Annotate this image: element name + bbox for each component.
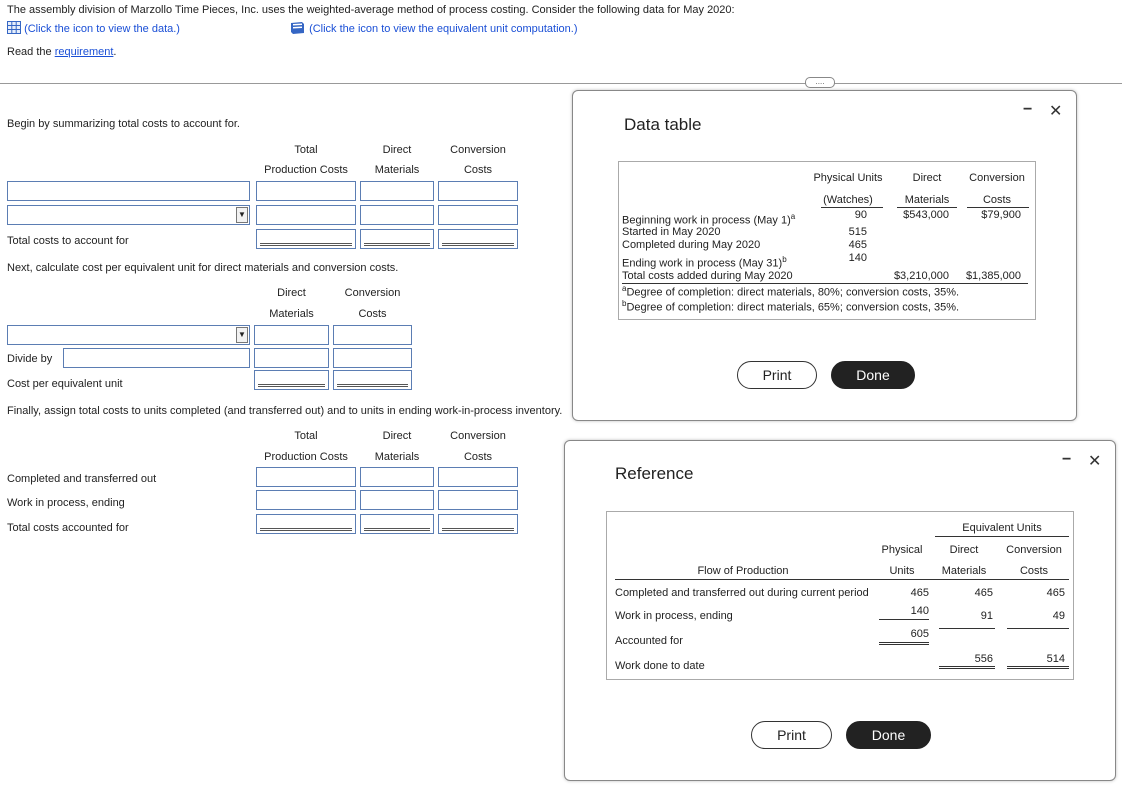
read-suffix: . (113, 46, 117, 58)
s1-total-cc-input[interactable] (438, 229, 518, 249)
hdr-pu-bot: (Watches) (823, 194, 873, 206)
ref-row-label: Accounted for (615, 635, 683, 647)
sum-rule (879, 619, 929, 620)
data-link[interactable] (7, 21, 180, 35)
s2-col2-bot: Costs (358, 308, 387, 320)
s1-total-dm-input[interactable] (360, 229, 434, 249)
row-label (622, 212, 795, 227)
dm-top: Direct (949, 544, 979, 556)
phys-value: 140 (910, 605, 929, 617)
done-button[interactable]: Done (831, 361, 915, 389)
s1-col1-bot: Production Costs (264, 164, 348, 176)
s3-col3-top: Conversion (450, 430, 506, 442)
row-label: Started in May 2020 (622, 226, 721, 238)
ref-row-label: Completed and transferred out during current period (615, 587, 869, 599)
print-button[interactable]: Print (737, 361, 817, 389)
close-icon[interactable]: ✕ (1049, 103, 1063, 120)
dialog-title: Reference (615, 464, 694, 483)
hdr-dm-top: Direct (912, 172, 942, 184)
hdr-pu-top: Physical Units (813, 172, 883, 184)
equiv-link-text[interactable]: (Click the icon to view the equivalent unit computation.) (309, 23, 578, 35)
row-label-text: Beginning work in process (May 1) (622, 214, 791, 227)
s1-row2-dm-input[interactable] (360, 205, 434, 225)
row-label-text: Ending work in process (May 31) (622, 257, 783, 270)
row-label: Total costs added during May 2020 (622, 270, 793, 282)
s1-row2-cc-input[interactable] (438, 205, 518, 225)
units-value: 465 (848, 239, 867, 251)
done-button[interactable]: Done (846, 721, 931, 749)
cc-value: 49 (1052, 610, 1065, 622)
close-icon[interactable]: ✕ (1088, 453, 1102, 470)
s2-row1-select[interactable] (7, 325, 250, 345)
footnote-b-mark: b (622, 299, 627, 308)
s1-col1-top: Total (294, 144, 318, 156)
footnote-a-text: Degree of completion: direct materials, 80%; conversion costs, 35%. (626, 286, 960, 299)
units-value: 515 (848, 226, 867, 238)
equiv-rule (935, 536, 1069, 537)
row-label (622, 255, 787, 270)
book-icon[interactable] (289, 21, 306, 35)
print-button[interactable]: Print (751, 721, 832, 749)
s2-col2-top: Conversion (344, 287, 401, 299)
s2-row1-dm-input[interactable] (254, 325, 329, 345)
s1-row1-total-input[interactable] (256, 181, 356, 201)
dm-value: $3,210,000 (893, 270, 949, 282)
phys-value: 605 (910, 628, 929, 640)
dropdown-arrow-icon[interactable]: ▼ (236, 327, 248, 343)
question-text: The assembly division of Marzollo Time Pieces, Inc. uses the weighted-average method of process costing. Consider the following data for May 2020: (7, 4, 735, 16)
s2-row2-dm-input[interactable] (254, 348, 329, 368)
s2-cost-dm-input[interactable] (254, 370, 329, 390)
s1-row1-cc-input[interactable] (438, 181, 518, 201)
s1-col3-bot: Costs (463, 164, 493, 176)
equiv-units-header: Equivalent Units (962, 522, 1042, 534)
drag-handle[interactable]: .... (805, 77, 835, 88)
dropdown-arrow-icon[interactable]: ▼ (236, 207, 248, 223)
s1-row2-select[interactable] (7, 205, 250, 225)
section1-title: Begin by summarizing total costs to account for. (7, 118, 240, 130)
row-label: Completed during May 2020 (622, 239, 761, 251)
s1-col2-top: Direct (382, 144, 412, 156)
footnote-mark: b (782, 255, 787, 264)
total-accounted-label: Total costs accounted for (7, 522, 129, 534)
read-requirement (7, 46, 116, 58)
flow-header: Flow of Production (697, 565, 789, 577)
footnote-a-mark: a (622, 284, 627, 293)
s1-col3-top: Conversion (450, 144, 506, 156)
cc-value: 514 (1046, 653, 1065, 665)
s2-col1-bot: Materials (269, 308, 314, 320)
hdr-rule (897, 207, 957, 208)
double-rule (879, 642, 929, 645)
s3-row2-total-input[interactable] (256, 490, 356, 510)
divide-by-input[interactable] (63, 348, 250, 368)
wip-ending-label: Work in process, ending (7, 497, 125, 509)
dialog-title: Data table (624, 115, 702, 134)
s2-cost-cc-input[interactable] (333, 370, 412, 390)
read-prefix: Read the (7, 46, 55, 58)
s2-col1-top: Direct (277, 287, 306, 299)
data-link-text[interactable]: (Click the icon to view the data.) (24, 23, 180, 35)
cc-value: 465 (1046, 587, 1065, 599)
s3-total-cc-input[interactable] (438, 514, 518, 534)
header-rule (615, 579, 1069, 580)
s3-total-dm-input[interactable] (360, 514, 434, 534)
ref-row-label: Work done to date (615, 660, 705, 672)
data-table-dialog (572, 90, 1077, 421)
s3-row1-total-input[interactable] (256, 467, 356, 487)
minimize-icon[interactable]: − (1062, 451, 1072, 468)
table-icon[interactable] (7, 21, 21, 34)
units-value: 140 (848, 252, 867, 264)
total-costs-label: Total costs to account for (7, 235, 129, 247)
double-rule (1007, 666, 1069, 669)
hdr-rule (967, 207, 1029, 208)
s3-col1-bot: Production Costs (264, 451, 348, 463)
reference-dialog (564, 440, 1116, 781)
phys-bot: Units (889, 565, 915, 577)
requirement-link[interactable]: requirement (54, 46, 114, 58)
s3-row1-cc-input[interactable] (438, 467, 518, 487)
dm-value: 91 (980, 610, 993, 622)
section2-title: Next, calculate cost per equivalent unit for direct materials and conversion costs. (7, 262, 399, 274)
hdr-cc-bot: Costs (982, 194, 1012, 206)
s1-row1-dm-input[interactable] (360, 181, 434, 201)
divide-by-label: Divide by (7, 353, 53, 365)
section3-title: Finally, assign total costs to units completed (and transferred out) and to units in ending work-in-process inventory. (7, 405, 563, 417)
sum-rule (1007, 628, 1069, 629)
data-table (618, 161, 1036, 320)
s1-col2-bot: Materials (374, 164, 420, 176)
s3-total-total-input[interactable] (256, 514, 356, 534)
hdr-dm-bot: Materials (904, 194, 950, 206)
cc-bot: Costs (1019, 565, 1049, 577)
hdr-rule (821, 207, 883, 208)
cc-value: $79,900 (981, 209, 1021, 221)
s3-row2-cc-input[interactable] (438, 490, 518, 510)
equiv-link[interactable] (289, 21, 577, 35)
dm-value: 465 (974, 587, 993, 599)
footnote-a (622, 284, 959, 299)
s1-row2-total-input[interactable] (256, 205, 356, 225)
s3-col2-top: Direct (382, 430, 412, 442)
cc-value: $1,385,000 (965, 270, 1021, 282)
cost-per-unit-label: Cost per equivalent unit (7, 378, 123, 390)
footnote-b-text: Degree of completion: direct materials, 65%; conversion costs, 35%. (626, 301, 960, 314)
dm-value: $543,000 (903, 209, 949, 221)
s3-col2-bot: Materials (374, 451, 420, 463)
s3-col1-top: Total (294, 430, 318, 442)
s3-row1-dm-input[interactable] (360, 467, 434, 487)
dm-bot: Materials (941, 565, 987, 577)
double-rule (939, 666, 995, 669)
s3-col3-bot: Costs (463, 451, 493, 463)
sum-rule (939, 628, 995, 629)
cc-top: Conversion (1006, 544, 1062, 556)
s1-total-total-input[interactable] (256, 229, 356, 249)
ref-row-label: Work in process, ending (615, 610, 733, 622)
s2-row1-cc-input[interactable] (333, 325, 412, 345)
s2-row2-cc-input[interactable] (333, 348, 412, 368)
s3-row2-dm-input[interactable] (360, 490, 434, 510)
units-value: 90 (854, 209, 867, 221)
divider (0, 83, 1122, 84)
completed-transferred-label: Completed and transferred out (7, 473, 157, 485)
minimize-icon[interactable]: − (1023, 101, 1033, 118)
hdr-cc-top: Conversion (969, 172, 1025, 184)
phys-value: 465 (910, 587, 929, 599)
s1-row1-label-input[interactable] (7, 181, 250, 201)
phys-top: Physical (881, 544, 923, 556)
dm-value: 556 (974, 653, 993, 665)
reference-table (606, 511, 1074, 680)
footnote-b (622, 299, 959, 314)
footnote-mark: a (790, 212, 796, 221)
